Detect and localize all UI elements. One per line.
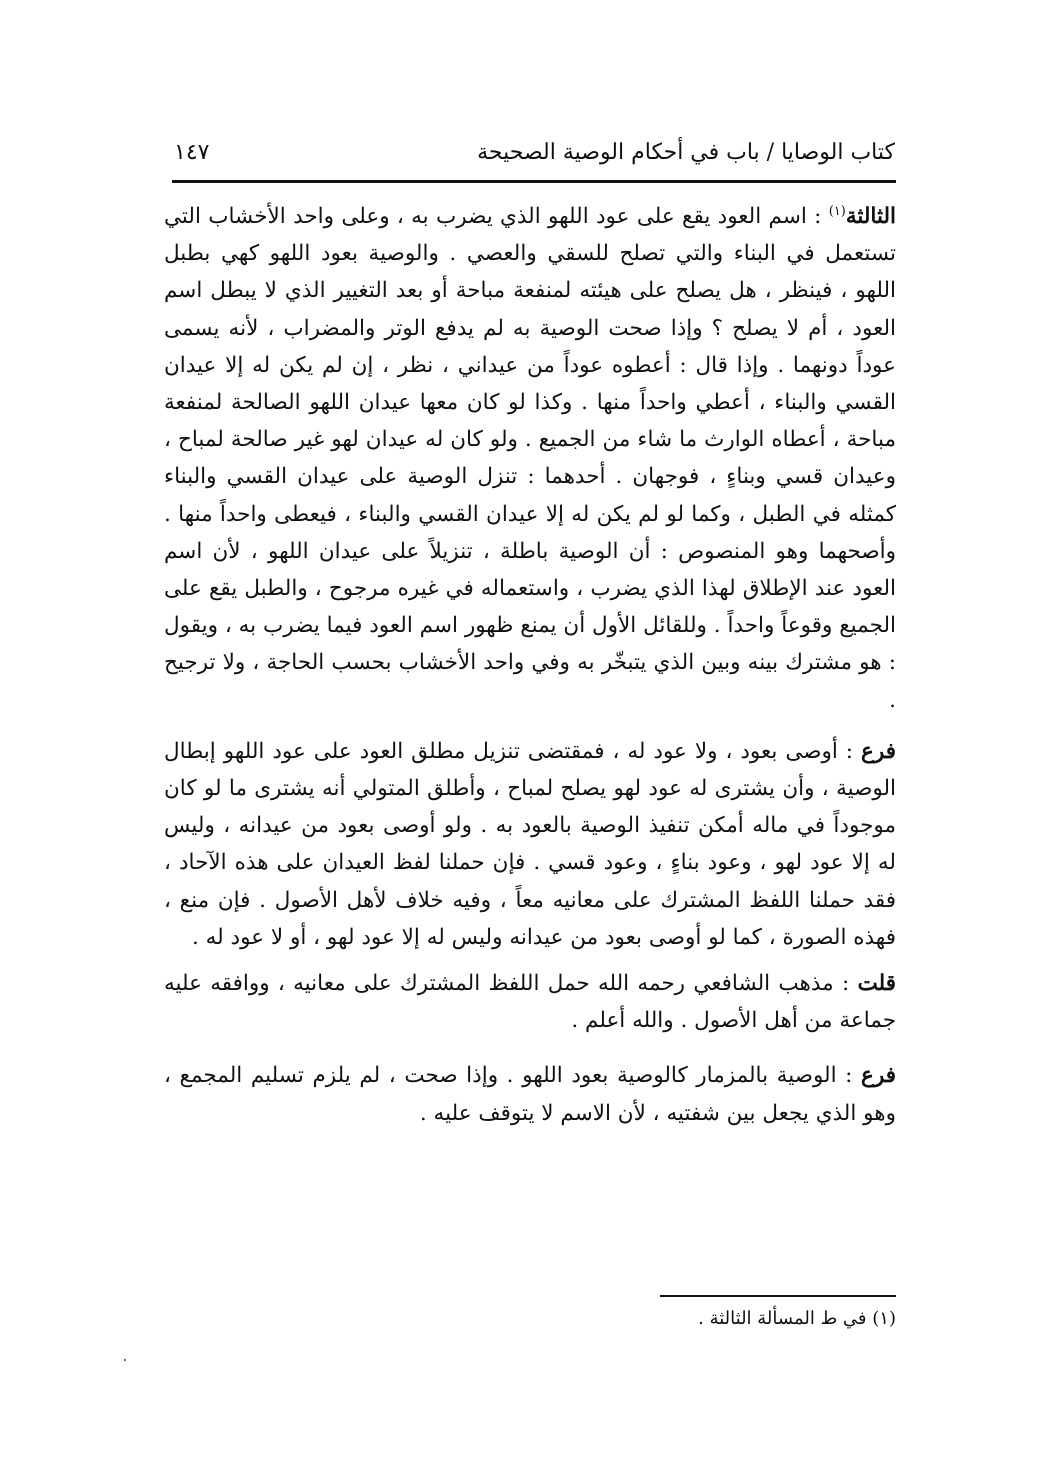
- paragraph-text: : الوصية بالمزمار كالوصية بعود اللهو . وإذا صحت ، لم يلزم تسليم المجمع ، وهو الذي يجعل بين شفتيه ، لأن الاسم لا يتوقف عليه .: [164, 1063, 896, 1126]
- scan-speck: [124, 1359, 126, 1361]
- paragraph-lead: فرع: [861, 1063, 896, 1089]
- paragraph-qultu: [164, 965, 896, 1039]
- body-text: [164, 198, 896, 1132]
- paragraph-lead: قلت: [857, 971, 896, 997]
- paragraph-far-2: [164, 1057, 896, 1131]
- footnote-rule: [660, 1295, 896, 1297]
- paragraph-lead: الثالثة: [845, 204, 896, 229]
- page-number: ١٤٧: [174, 140, 210, 165]
- paragraph-far-1: [164, 733, 896, 956]
- header-rule: [172, 180, 896, 183]
- footnote: (١) في ط المسألة الثالثة .: [698, 1308, 896, 1329]
- paragraph-text: : مذهب الشافعي رحمه الله حمل اللفظ المشترك على معانيه ، ووافقه عليه جماعة من أهل الأصول . والله أعلم .: [164, 971, 896, 1034]
- paragraph-text: : أوصى بعود ، ولا عود له ، فمقتضى تنزيل مطلق العود على عود اللهو إبطال الوصية ، وأن يشترى له عود لهو يصلح لمباح ، وأطلق المتولي أنه يشترى ما لو كان موجوداً في ماله أمكن تنفيذ الوصية بالعود به . ولو أوصى بعود من عيدانه ، وليس له إلا عود لهو ، وعود بناءٍ ، وعود قسي . فإن حملنا لفظ العيدان على هذه الآحاد ، فقد حملنا اللفظ المشترك على معانيه معاً ، وفيه خلاف لأهل الأصول . فإن منع ، فهذه الصورة ، كما لو أوصى بعود من عيدانه وليس له إلا عود لهو ، أو لا عود له .: [164, 738, 896, 950]
- paragraph-text: : اسم العود يقع على عود اللهو الذي يضرب به ، وعلى واحد الأخشاب التي تستعمل في البناء والتي تصلح للسقي والعصي . والوصية بعود اللهو كهي بطبل اللهو ، فينظر ، هل يصلح على هيئته لمنفعة مباحة أو بعد التغيير الذي لا يبطل اسم العود ، أم لا يصلح ؟ وإذا صحت الوصية به لم يدفع الوتر والمضراب ، لأنه يسمى عوداً دونهما . وإذا قال : أعطوه عوداً من عيداني ، نظر ، إن لم يكن له إلا عيدان القسي والبناء ، أعطي واحداً منها . وكذا لو كان معها عيدان اللهو الصالحة لمنفعة مباحة ، أعطاه الوارث ما شاء من الجميع . ولو كان له عيدان لهو غير صالحة لمباح ، وعيدان قسي وبناءٍ ، فوجهان . أحدهما : تنزل الوصية على عيدان القسي والبناء كمثله في الطبل ، وكما لو لم يكن له إلا عيدان القسي والبناء ، فيعطى واحداً منها . وأصحهما وهو المنصوص : أن الوصية باطلة ، تنزيلاً على عيدان اللهو ، لأن اسم العود عند الإطلاق لهذا الذي يضرب ، واستعماله في غيره مرجوح ، والطبل يقع على الجميع وقوعاً واحداً . وللقائل الأول أن يمنع ظهور اسم العود فيما يضرب به ، ويقول : هو مشترك بينه وبين الذي يتبخّر به وفي واحد الأخشاب بحسب الحاجة ، ولا ترجيح .: [164, 204, 896, 713]
- running-title: كتاب الوصايا / باب في أحكام الوصية الصحيحة: [477, 140, 895, 165]
- paragraph-thalitha: [164, 198, 896, 719]
- page-header: [170, 136, 895, 180]
- paragraph-lead: فرع: [861, 738, 896, 764]
- footnote-reference: (١): [828, 203, 846, 219]
